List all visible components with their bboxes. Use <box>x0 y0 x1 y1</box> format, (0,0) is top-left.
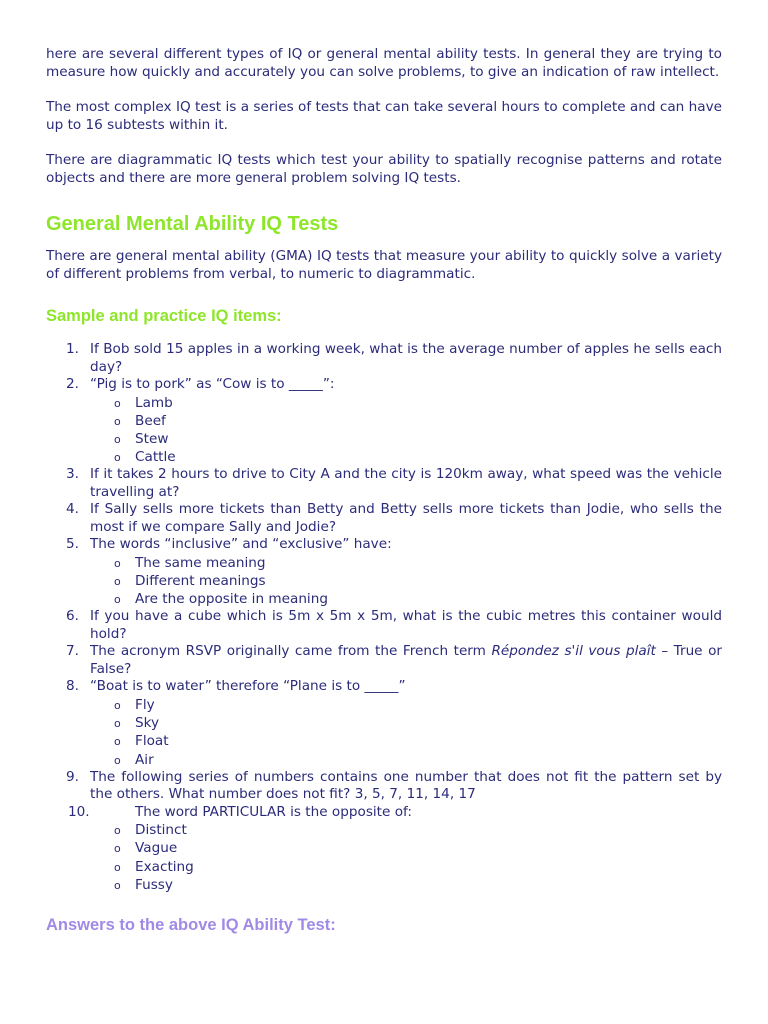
option-text: Air <box>135 751 154 768</box>
question-number: 6. <box>66 608 79 625</box>
question-item <box>46 769 722 804</box>
option-item <box>46 839 722 857</box>
option-text: Lamb <box>135 394 173 411</box>
option-item <box>46 732 722 750</box>
option-text: Different meanings <box>135 573 266 590</box>
option-text: Exacting <box>135 858 194 875</box>
option-item <box>46 696 722 714</box>
question-item <box>46 376 722 394</box>
option-item <box>46 572 722 590</box>
question-text-end: – True or False? <box>90 643 722 677</box>
question-item <box>46 466 722 501</box>
question-number: 10. <box>68 803 90 820</box>
gma-heading: General Mental Ability IQ Tests <box>46 213 339 235</box>
bullet-icon: o <box>114 593 121 607</box>
bullet-icon: o <box>114 396 121 410</box>
intro-paragraph-1: here are several different types of IQ or general mental ability tests. In general they are trying to measure how quickly and accurately you can solve problems, to give an indication of raw intellect. <box>46 46 722 80</box>
question-text: “Boat is to water” therefore “Plane is to _____” <box>90 678 406 695</box>
option-list-wrapper <box>46 394 722 467</box>
bullet-icon: o <box>114 735 121 749</box>
question-number: 3. <box>66 466 79 483</box>
option-list-wrapper <box>46 696 722 769</box>
option-text: Are the opposite in meaning <box>135 591 328 608</box>
bullet-icon: o <box>114 451 121 465</box>
bullet-icon: o <box>114 698 121 712</box>
question-text-start: The acronym RSVP originally came from the French term <box>90 643 492 660</box>
option-text: Float <box>135 733 169 750</box>
bullet-icon: o <box>114 717 121 731</box>
option-list-wrapper <box>46 821 722 894</box>
question-text: If Sally sells more tickets than Betty and Betty sells more tickets than Jodie, who sells the most if we compare Sally and Jodie? <box>90 501 722 535</box>
option-list <box>46 696 722 769</box>
option-list <box>46 394 722 467</box>
question-item <box>46 678 722 696</box>
option-list <box>46 554 722 609</box>
option-item <box>46 590 722 608</box>
question-list <box>46 341 722 894</box>
option-text: The same meaning <box>135 554 266 571</box>
option-text: Fly <box>135 696 155 713</box>
option-text: Beef <box>135 412 166 429</box>
question-text: “Pig is to pork” as “Cow is to _____”: <box>90 376 335 392</box>
question-number: 9. <box>66 768 79 785</box>
option-text: Distinct <box>135 822 187 839</box>
document-content <box>46 46 722 936</box>
option-text: Cattle <box>135 449 176 466</box>
option-item <box>46 412 722 430</box>
option-item <box>46 430 722 448</box>
option-item <box>46 858 722 876</box>
option-item <box>46 821 722 839</box>
question-number: 5. <box>66 536 79 553</box>
question-text: If you have a cube which is 5m x 5m x 5m, what is the cubic metres this container would hold? <box>90 608 722 642</box>
option-list <box>46 821 722 894</box>
bullet-icon: o <box>114 824 121 838</box>
bullet-icon: o <box>114 575 121 589</box>
question-text: The word PARTICULAR is the opposite of: <box>135 803 412 820</box>
option-list-wrapper <box>46 554 722 609</box>
bullet-icon: o <box>114 860 121 874</box>
question-item <box>46 643 722 678</box>
question-item <box>46 501 722 536</box>
option-text: Vague <box>135 840 178 857</box>
question-text: If Bob sold 15 apples in a working week, what is the average number of apples he sells each day? <box>90 341 722 375</box>
question-text: The words “inclusive” and “exclusive” have: <box>90 536 392 553</box>
option-item <box>46 876 722 894</box>
answers-heading: Answers to the above IQ Ability Test: <box>46 916 336 935</box>
question-text-french-term: Répondez s'il vous plaît <box>491 643 656 660</box>
intro-paragraph-3: There are diagrammatic IQ tests which test your ability to spatially recognise patterns and rotate objects and there are more general problem solving IQ tests. <box>46 152 722 186</box>
intro-paragraph-2: The most complex IQ test is a series of tests that can take several hours to complete and can have up to 16 subtests within it. <box>46 99 722 133</box>
option-text: Stew <box>135 430 169 447</box>
bullet-icon: o <box>114 878 121 892</box>
question-text: If it takes 2 hours to drive to City A and the city is 120km away, what speed was the vehicle travelling at? <box>90 466 722 500</box>
question-item <box>46 804 722 822</box>
question-number: 2. <box>66 376 79 392</box>
bullet-icon: o <box>114 842 121 856</box>
option-item <box>46 554 722 572</box>
option-item <box>46 714 722 732</box>
sample-heading: Sample and practice IQ items: <box>46 307 282 325</box>
bullet-icon: o <box>114 414 121 428</box>
question-number: 1. <box>66 341 79 357</box>
option-item <box>46 448 722 466</box>
question-number: 8. <box>66 678 79 695</box>
question-number: 4. <box>66 501 79 518</box>
question-item <box>46 341 722 376</box>
bullet-icon: o <box>114 753 121 767</box>
option-item <box>46 394 722 412</box>
option-item <box>46 751 722 769</box>
question-item <box>46 608 722 643</box>
bullet-icon: o <box>114 556 121 570</box>
question-number: 7. <box>66 643 79 660</box>
question-item <box>46 536 722 554</box>
option-text: Fussy <box>135 876 173 893</box>
bullet-icon: o <box>114 432 121 446</box>
question-text: The following series of numbers contains one number that does not fit the pattern set by the others. What number does not fit? 3, 5, 7, 11, 14, 17 <box>90 768 722 803</box>
option-text: Sky <box>135 715 160 732</box>
gma-paragraph: There are general mental ability (GMA) IQ tests that measure your ability to quickly solve a variety of different problems from verbal, to numeric to diagrammatic. <box>46 248 722 282</box>
